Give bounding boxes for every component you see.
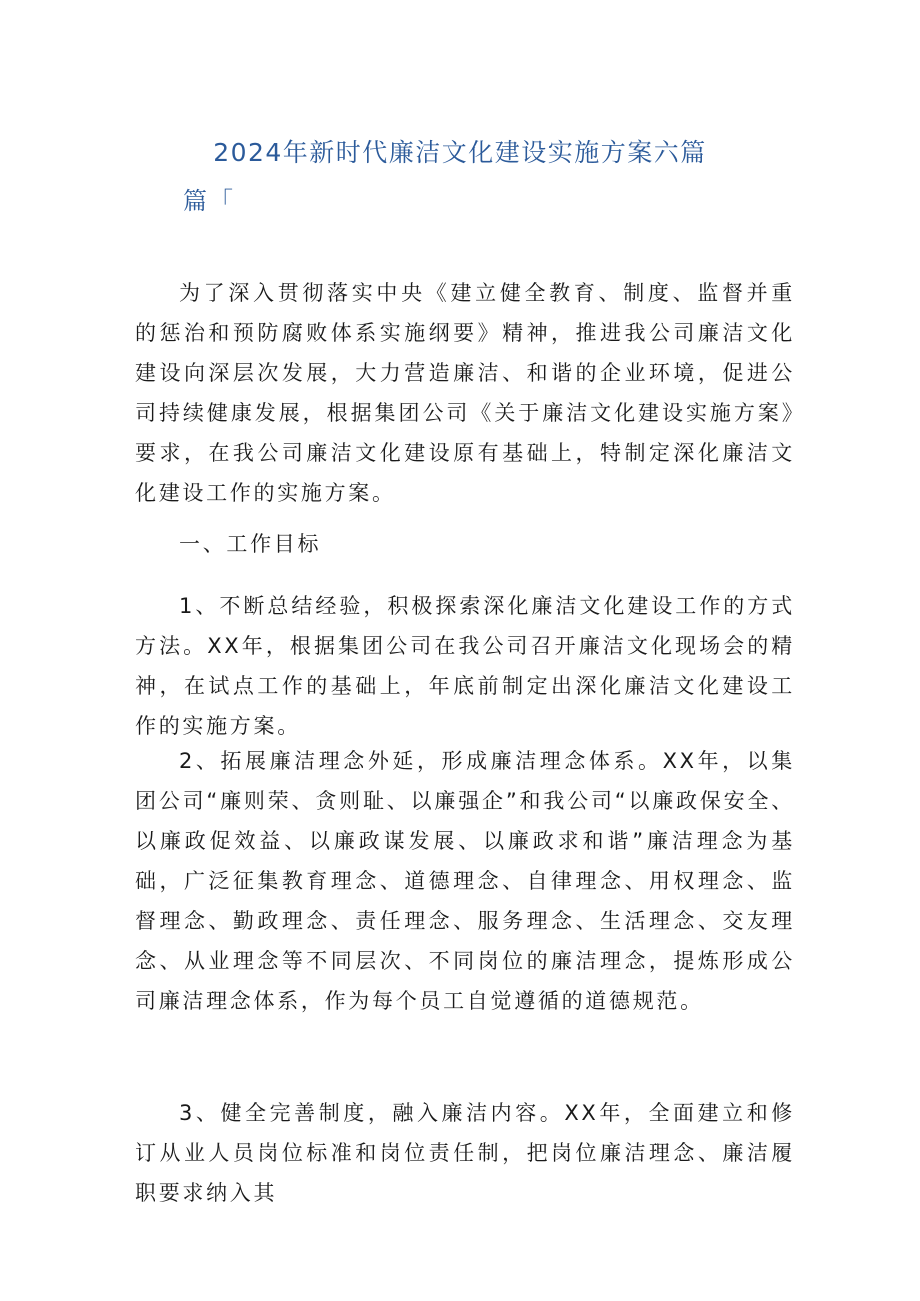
section-label: 篇「 xyxy=(183,187,235,215)
goal-item-1: 1、不断总结经验，积极探索深化廉洁文化建设工作的方式方法。XX年，根据集团公司在我公司召开廉洁文化现场会的精神，在试点工作的基础上，年底前制定出深化廉洁文化建设工作的实施方案。 xyxy=(135,594,795,738)
document-title: 2024年新时代廉洁文化建设实施方案六篇 xyxy=(213,138,707,167)
goal-item-3: 3、健全完善制度，融入廉洁内容。XX年，全面建立和修订从业人员岗位标准和岗位责任制，把岗位廉洁理念、廉洁履职要求纳入其 xyxy=(135,1101,795,1205)
goal-item-2: 2、拓展廉洁理念外延，形成廉洁理念体系。XX年，以集团公司“廉则荣、贪则耻、以廉强企”和我公司“以廉政保安全、以廉政促效益、以廉政谋发展、以廉政求和谐”廉洁理念为基础，广泛征集教育理念、道德理念、自律理念、用权理念、监督理念、勤政理念、责任理念、服务理念、生活理念、交友理念、从业理念等不同层次、不同岗位的廉洁理念，提炼形成公司廉洁理念体系，作为每个员工自觉遵循的道德规范。 xyxy=(135,749,795,1013)
intro-paragraph: 为了深入贯彻落实中央《建立健全教育、制度、监督并重的惩治和预防腐败体系实施纲要》精神，推进我公司廉洁文化建设向深层次发展，大力营造廉洁、和谐的企业环境，促进公司持续健康发展，根据集团公司《关于廉洁文化建设实施方案》要求，在我公司廉洁文化建设原有基础上，特制定深化廉洁文化建设工作的实施方案。 xyxy=(135,281,795,505)
heading-work-goals: 一、工作目标 xyxy=(179,532,322,556)
